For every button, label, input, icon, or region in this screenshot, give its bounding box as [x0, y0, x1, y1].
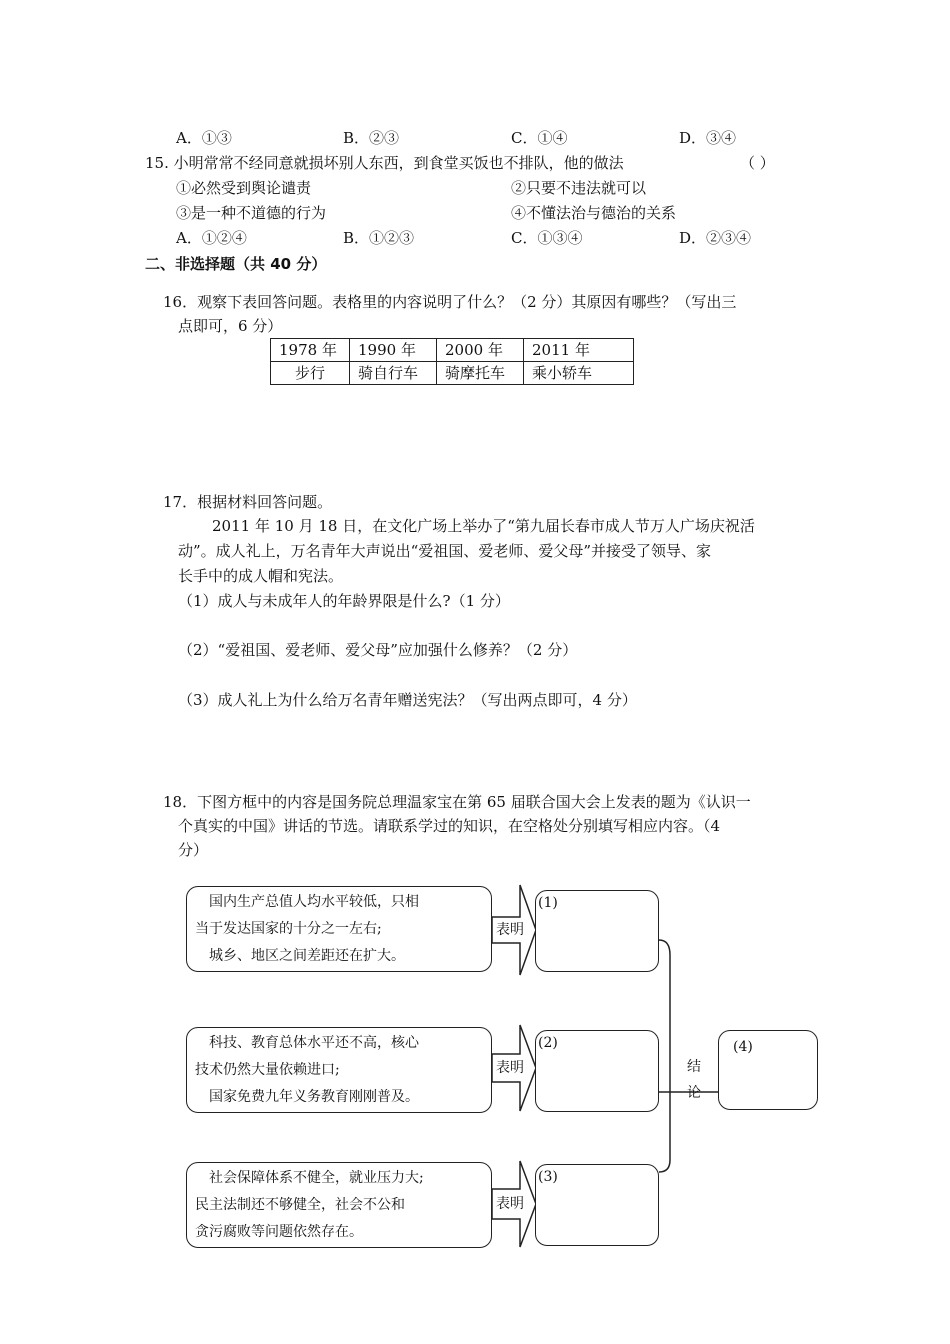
blank-number-2: (2)	[538, 1035, 558, 1051]
mode-cell: 步行	[271, 362, 350, 385]
year-cell: 2000 年	[437, 339, 524, 362]
q15-statement-4: ④不懂法治与德治的关系	[511, 204, 677, 222]
q18-source-box-3	[186, 1162, 492, 1248]
arrow-label-3: 表明	[496, 1196, 524, 1212]
box-line: 城乡、地区之间差距还在扩大。	[209, 948, 405, 964]
q18-line-3: 分）	[178, 841, 209, 859]
q18-answer-box-4[interactable]	[718, 1030, 818, 1110]
q17-subquestion-3: （3）成人礼上为什么给万名青年赠送宪法？（写出两点即可，4 分）	[178, 691, 637, 709]
box-line: 民主法制还不够健全，社会不公和	[195, 1197, 405, 1213]
q15-stem: 15. 小明常常不经同意就损坏别人东西，到食堂买饭也不排队，他的做法	[145, 154, 624, 172]
q18-line-1: 18．下图方框中的内容是国务院总理温家宝在第 65 届联合国大会上发表的题为《认识一	[163, 793, 751, 811]
q18-source-box-2	[186, 1027, 492, 1113]
q16-line-2: 点即可，6 分）	[178, 317, 283, 335]
q15-option-d: D．②③④	[679, 229, 752, 247]
mode-cell: 骑摩托车	[437, 362, 524, 385]
q15-answer-bracket: （ ）	[740, 154, 775, 172]
q14-option-d: D．③④	[679, 129, 737, 147]
q15-statement-3: ③是一种不道德的行为	[176, 204, 327, 222]
mode-cell: 骑自行车	[350, 362, 437, 385]
q18-answer-box-2[interactable]	[535, 1030, 659, 1112]
q14-option-a: A．①③	[176, 129, 232, 147]
mode-cell: 乘小轿车	[524, 362, 634, 385]
q16-line-1: 16．观察下表回答问题。表格里的内容说明了什么？（2 分）其原因有哪些？（写出三	[163, 293, 737, 311]
q17-subquestion-1: （1）成人与未成年人的年龄界限是什么?（1 分）	[178, 592, 510, 610]
arrow-label-1: 表明	[496, 922, 524, 938]
box-line: 科技、教育总体水平还不高，核心	[209, 1035, 419, 1051]
q18-answer-box-1[interactable]	[535, 890, 659, 972]
q15-statement-1: ①必然受到舆论谴责	[176, 179, 312, 197]
blank-number-4: (4)	[733, 1039, 753, 1055]
box-line: 当于发达国家的十分之一左右;	[195, 921, 382, 937]
q18-source-box-1	[186, 886, 492, 972]
box-line: 社会保障体系不健全，就业压力大;	[209, 1170, 424, 1186]
blank-number-1: (1)	[538, 895, 558, 911]
q17-title: 17．根据材料回答问题。	[163, 493, 333, 511]
box-line: 贪污腐败等问题依然存在。	[195, 1224, 363, 1240]
q15-option-b: B．①②③	[343, 229, 415, 247]
q14-option-c: C．①④	[511, 129, 568, 147]
year-cell: 1990 年	[350, 339, 437, 362]
q15-statement-2: ②只要不违法就可以	[511, 179, 647, 197]
q14-option-b: B．②③	[343, 129, 400, 147]
q15-option-c: C．①③④	[511, 229, 583, 247]
box-line: 国家免费九年义务教育刚刚普及。	[209, 1089, 419, 1105]
q18-answer-box-3[interactable]	[535, 1164, 659, 1246]
bracket-connector	[659, 940, 670, 1172]
q17-material-line-1: 2011 年 10 月 18 日，在文化广场上举办了“第九届长春市成人节万人广场庆祝活	[212, 517, 755, 535]
q17-material-line-3: 长手中的成人帽和宪法。	[178, 567, 344, 585]
year-cell: 1978 年	[271, 339, 350, 362]
blank-number-3: (3)	[538, 1169, 558, 1185]
q18-line-2: 个真实的中国》讲话的节选。请联系学过的知识，在空格处分别填写相应内容。（4	[178, 817, 721, 835]
conclusion-label-char-2: 论	[687, 1085, 701, 1101]
arrow-label-2: 表明	[496, 1060, 524, 1076]
section-2-title: 二、非选择题（共 40 分）	[145, 255, 327, 273]
q15-option-a: A．①②④	[176, 229, 247, 247]
box-line: 技术仍然大量依赖进口;	[195, 1062, 340, 1078]
year-cell: 2011 年	[524, 339, 634, 362]
conclusion-label-char-1: 结	[687, 1059, 701, 1075]
q17-material-line-2: 动”。成人礼上，万名青年大声说出“爱祖国、爱老师、爱父母”并接受了领导、家	[178, 542, 712, 560]
box-line: 国内生产总值人均水平较低，只相	[209, 894, 419, 910]
q17-subquestion-2: （2）“爱祖国、爱老师、爱父母”应加强什么修养？（2 分）	[178, 641, 578, 659]
